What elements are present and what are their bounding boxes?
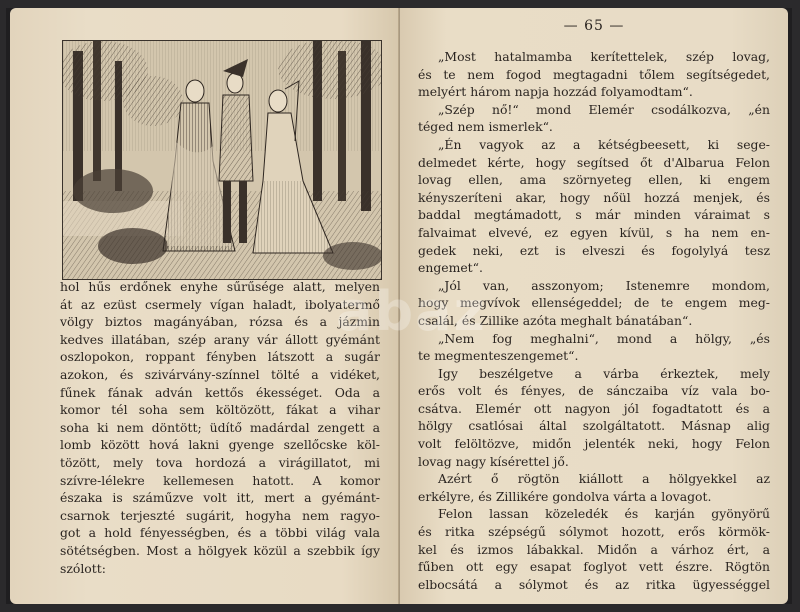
text-line: engemet“. (418, 260, 483, 276)
text-line: északa is száműzve volt itt, mert a gyémánt- (60, 490, 380, 506)
text-line: lovag nagy kísérettel jő. (418, 453, 569, 469)
text-line: Igy beszélgetve a várba érkeztek, mely (438, 365, 770, 381)
text-line: „Szép nő!“ mond Elemér csodálkozva, „én (438, 101, 770, 117)
text-line: Azért ő rögtön kiállott a hölgyekkel az (438, 471, 770, 487)
text-line: „Én vagyok az a kétségbeesett, ki sege- (438, 136, 770, 152)
text-line: át az ezüst csermely vígan haladt, ibolyatermő (60, 296, 380, 312)
engraving-illustration (62, 40, 382, 280)
text-line: „Jól van, asszonyom; Istenemre mondom, (438, 277, 770, 293)
text-line: lovag ellen, ama szörnyeteg ellen, ki engem (418, 172, 770, 188)
text-line: sötétségben. Most a hölgyek közül a szebbik így (60, 542, 380, 558)
page-number: — 65 — (563, 18, 625, 34)
text-line: soha ki nem döntött; üdítő madárdal zengett a (60, 419, 380, 435)
text-line: erős volt és fényes, de sánczaiba víz vala bo- (418, 383, 770, 399)
text-line: volt felöltözve, midőn jelenték neki, hogy Felon (418, 436, 770, 452)
text-line: elbocsátá a sólymot és az ritka ügyességgel (418, 576, 770, 592)
text-line: kényszeríteni akar, hogy nőül hozzá menjek, és (418, 189, 770, 205)
text-line: és te nem fogod megtagadni tőlem segítségedet, (418, 66, 770, 82)
text-line: tözött, mely tova hordozá a virágillatot, mi (60, 454, 380, 470)
text-line: falvaimat elvevé, ez egyen kívül, s ha nem en- (418, 224, 770, 240)
watermark: abaz (336, 280, 487, 343)
text-line: lomb között hová lakni gyenge szellőcske köl- (60, 437, 380, 453)
text-line: szólott: (60, 560, 106, 576)
left-page-text (60, 278, 380, 577)
text-line: Felon lassan közeledék és karján gyönyörű (438, 506, 770, 522)
text-line: hölgy csatlósai által szolgáltatott. Másnap alig (418, 418, 770, 434)
text-line: fűben ott egy esapat foglyot vett észre. Rögtön (418, 559, 770, 575)
text-line: hogy megvívok ellenségeddel; de te engem meg- (418, 295, 770, 311)
right-page (400, 8, 788, 604)
text-line: gedek neki, ezt is elveszi és fogolylyá tesz (418, 242, 770, 258)
text-line: komor tél soha sem költözött, fákat a vihar (60, 402, 380, 418)
text-line: völgy biztos magányában, rózsa és a jázmin (60, 314, 380, 330)
text-line: szívre-lélekre kellemesen hatott. A komor (60, 472, 380, 488)
text-line: téged nem ismerlek“. (418, 119, 553, 135)
left-page (10, 8, 400, 604)
text-line: kedves illatában, szép arany vár állott gyémánt (60, 331, 380, 347)
engraving-image (63, 41, 381, 279)
text-line: „Nem fog meghalni“, mond a hölgy, „és (438, 330, 770, 346)
book-spread (6, 8, 792, 604)
text-line: és ritka szépségű sólymot hozott, erős körmök- (418, 524, 770, 540)
text-line: „Most hatalmamba kerítettelek, szép lovag, (438, 49, 770, 64)
text-line: erkélyre, és Zillikére gondolva várta a lovagot. (418, 488, 712, 504)
text-line: delmedet kérte, hogy segítsed őt d'Albarua Felon (418, 154, 770, 170)
text-line: csarnok terjeszté sugárit, hogyha nem ragyo- (60, 507, 380, 523)
text-line: oszlopokon, roppant fényben látszott a sugár (60, 349, 380, 365)
right-page-text (418, 48, 770, 593)
text-line: hol hűs erdőnek enyhe sűrűsége alatt, melyen (60, 279, 380, 294)
text-line: baddal megtámadott, s már minden váraimat s (418, 207, 770, 223)
text-line: got a hold fényességben, és a többi világ vala (60, 525, 380, 541)
text-line: melyért három napja hozzád folyamodtam“. (418, 84, 693, 100)
text-line: azokon, és szivárvány-színnel tölté a vidéket, (60, 366, 380, 382)
text-line: csalál, és Zillike azóta meghalt bánatában“. (418, 312, 693, 328)
text-line: fűnek fának adván kettős ékességet. Oda a (60, 384, 380, 400)
text-line: csátva. Elemér ott nagyon jól fogadtatott és a (418, 400, 770, 416)
text-line: kel és izmos lábakkal. Midőn a várhoz ért, a (418, 541, 770, 557)
text-line: te megmenteszengemet“. (418, 348, 579, 364)
